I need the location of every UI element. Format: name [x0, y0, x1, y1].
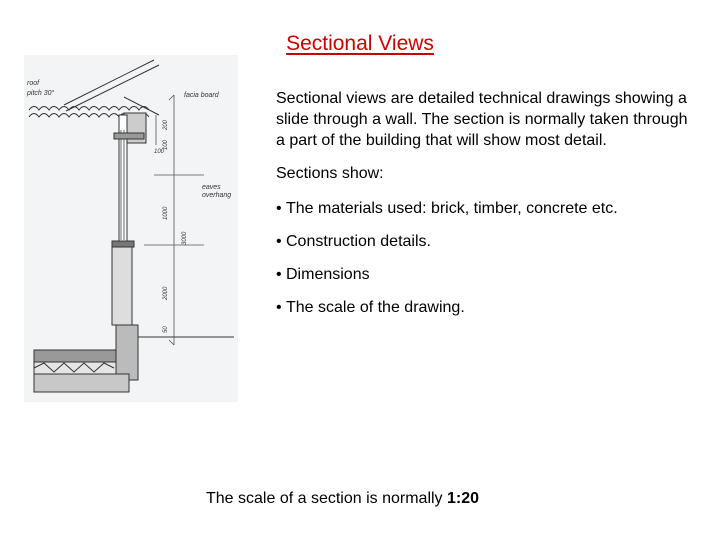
scale-note	[206, 490, 479, 508]
overhang-label: overhang	[202, 192, 232, 199]
list-item: • Construction details.	[276, 233, 431, 250]
bullet-icon: •	[276, 266, 282, 283]
bullet-icon: •	[276, 200, 282, 217]
wall-column	[112, 115, 138, 380]
scale-note-text: The scale of a section is normally	[206, 490, 447, 507]
scale-value: 1:20	[447, 490, 480, 507]
roof-label: roof	[27, 80, 40, 87]
pitch-label: pitch 30°	[27, 90, 55, 97]
floor-slab	[34, 350, 129, 392]
window-head	[114, 133, 144, 139]
list-item: • The materials used: brick, timber, concrete etc.	[276, 200, 618, 217]
dim-50: 50	[163, 326, 169, 333]
dimension-lines	[144, 95, 204, 345]
content-text	[276, 88, 696, 330]
wall-section-svg	[24, 55, 238, 402]
dim-100b: 100	[163, 139, 169, 150]
roof-sheet	[29, 60, 159, 117]
bullet-icon: •	[276, 299, 282, 316]
eaves-label: eaves	[202, 184, 221, 191]
sections-heading: Sections show:	[276, 165, 384, 182]
page-title: Sectional Views	[286, 32, 434, 55]
intro-paragraph: Sectional views are detailed technical drawings showing a slide through a wall. The section is normally taken through a part of the building that will show most detail.	[276, 90, 688, 149]
dim-200: 200	[163, 119, 169, 130]
dim-100a: 100	[154, 149, 165, 155]
dim-2000: 2000	[163, 286, 169, 300]
bullet-icon: •	[276, 233, 282, 250]
list-item: • Dimensions	[276, 266, 370, 283]
bullet-list	[276, 198, 696, 318]
dim-1000: 1000	[163, 206, 169, 220]
facia-label: facia board	[184, 92, 219, 99]
list-item: • The scale of the drawing.	[276, 299, 465, 316]
dim-3000: 3000	[182, 231, 188, 245]
wall-section-drawing	[24, 55, 238, 402]
